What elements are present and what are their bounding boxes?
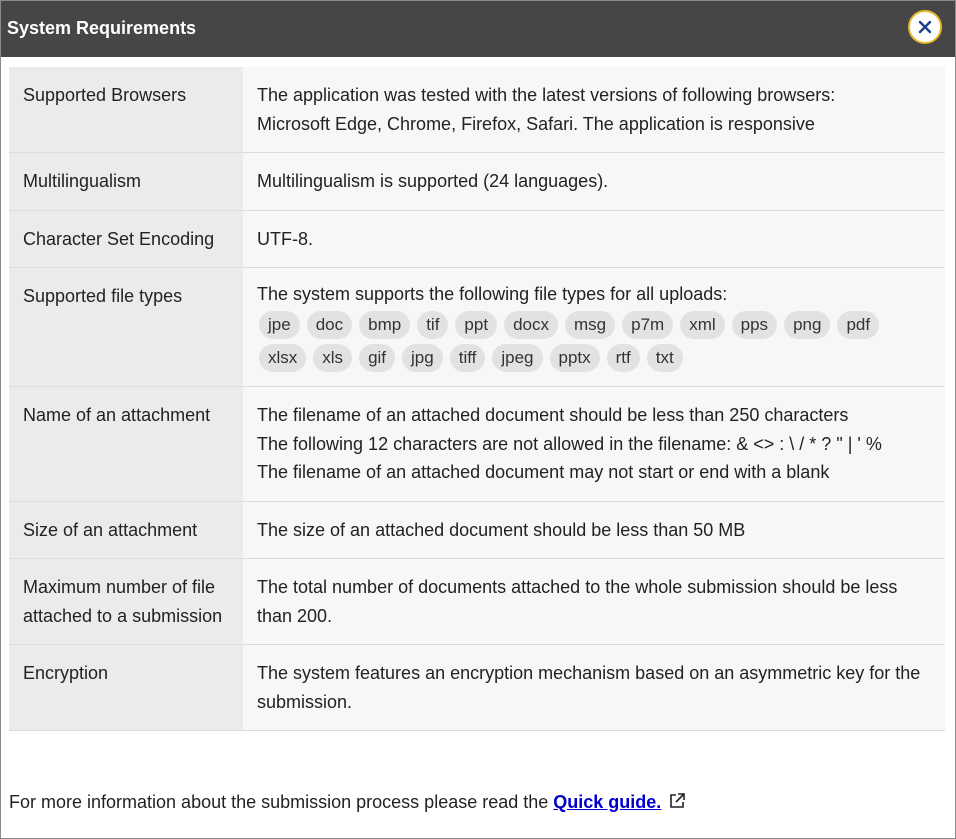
file-type-chip: p7m: [622, 311, 673, 339]
table-row: [9, 387, 945, 502]
table-row: [9, 67, 945, 153]
table-row: [9, 559, 945, 645]
file-type-chip: xls: [313, 344, 352, 372]
requirements-table: [9, 67, 945, 731]
row-value: [243, 387, 945, 502]
dialog-title: System Requirements: [7, 18, 197, 38]
file-type-list: [257, 311, 931, 372]
row-label: Supported Browsers: [9, 67, 243, 153]
file-type-chip: gif: [359, 344, 395, 372]
value-line: The size of an attached document should be less than 50 MB: [257, 519, 746, 540]
value-line: Multilingualism is supported (24 languages).: [257, 171, 609, 191]
dialog-titlebar: [1, 1, 955, 57]
file-type-chip: pdf: [837, 311, 879, 339]
row-value: [243, 501, 945, 559]
file-type-chip: tif: [417, 311, 448, 339]
table-row: [9, 501, 945, 559]
file-type-chip: rtf: [607, 344, 640, 372]
file-type-chip: bmp: [359, 311, 410, 339]
footer-text: For more information about the submission process please read the: [9, 792, 554, 812]
file-type-chip: txt: [647, 344, 683, 372]
external-link-icon[interactable]: [668, 792, 686, 810]
file-type-chip: jpe: [259, 311, 300, 339]
value-line: The system supports the following file types for all uploads:: [257, 284, 728, 304]
quick-guide-link-label: Quick guide.: [553, 792, 662, 812]
row-value: [243, 268, 945, 387]
file-type-chip: pptx: [550, 344, 600, 372]
value-line: The filename of an attached document may not start or end with a blank: [257, 462, 830, 482]
table-row: [9, 645, 945, 731]
value-line: The application was tested with the latest versions of following browsers:: [257, 85, 836, 105]
row-value: [243, 559, 945, 645]
file-type-chip: pps: [732, 311, 777, 339]
row-label: Multilingualism: [9, 153, 243, 211]
table-row: [9, 268, 945, 387]
row-label: Size of an attachment: [9, 501, 243, 559]
value-line: The following 12 characters are not allowed in the filename: & <> : \ / * ? " | ' %: [257, 433, 882, 454]
file-type-chip: msg: [565, 311, 615, 339]
close-button[interactable]: [908, 10, 942, 44]
row-value: [243, 645, 945, 731]
value-line: The system features an encryption mechanism based on an asymmetric key for the submission.: [257, 663, 921, 712]
file-type-chip: doc: [307, 311, 352, 339]
file-type-chip: ppt: [455, 311, 497, 339]
file-type-chip: xml: [680, 311, 724, 339]
row-label: Supported file types: [9, 268, 243, 387]
value-line: Microsoft Edge, Chrome, Firefox, Safari. The application is responsive: [257, 113, 815, 134]
file-type-chip: xlsx: [259, 344, 306, 372]
footer-note: [9, 790, 686, 814]
row-label: Maximum number of file attached to a submission: [9, 559, 243, 645]
value-line: The total number of documents attached to the whole submission should be less than 200.: [257, 577, 898, 626]
quick-guide-link[interactable]: [553, 792, 661, 812]
row-value: [243, 153, 945, 211]
row-label: Encryption: [9, 645, 243, 731]
row-value: [243, 67, 945, 153]
file-type-chip: jpg: [402, 344, 443, 372]
row-value: [243, 210, 945, 268]
file-type-chip: docx: [504, 311, 558, 339]
row-label: Character Set Encoding: [9, 210, 243, 268]
value-line: The filename of an attached document should be less than 250 characters: [257, 405, 849, 425]
file-type-chip: png: [784, 311, 830, 339]
file-type-chip: tiff: [450, 344, 486, 372]
table-row: [9, 210, 945, 268]
row-label: Name of an attachment: [9, 387, 243, 502]
table-row: [9, 153, 945, 211]
value-line: UTF-8.: [257, 228, 313, 249]
file-type-chip: jpeg: [492, 344, 542, 372]
close-icon: [918, 20, 932, 34]
